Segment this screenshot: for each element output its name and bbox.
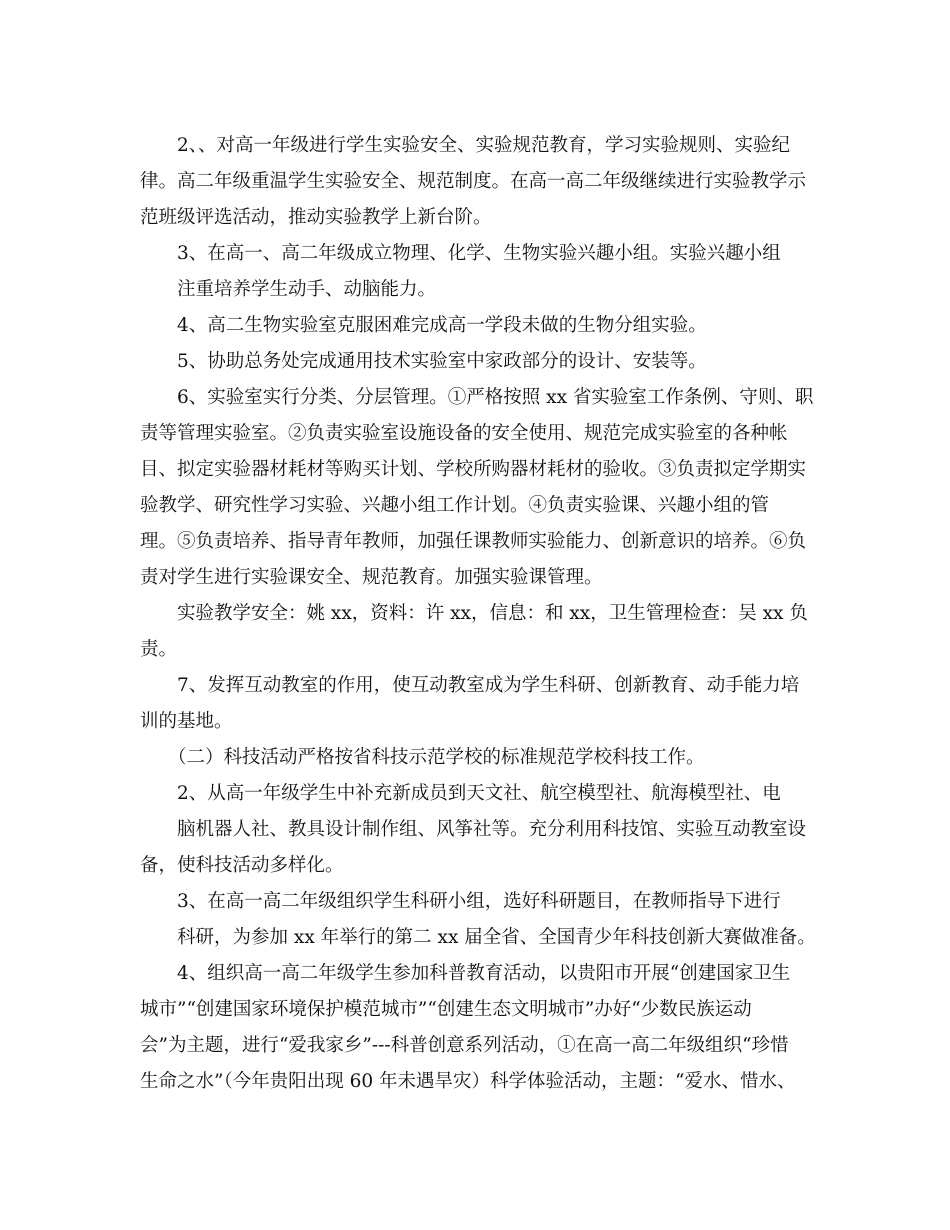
text-line: 6、实验室实行分类、分层管理。①严格按照 xx 省实验室工作条例、守则、职 <box>177 387 814 408</box>
text-line: 律。高二年级重温学生实验安全、规范制度。在高一高二年级继续进行实验教学示 <box>140 171 807 192</box>
text-line: 生命之水”（今年贵阳出现 60 年未遇旱灾）科学体验活动，主题：“爱水、惜水、 <box>140 1071 796 1092</box>
text-line: 科研，为参加 xx 年举行的第二 xx 届全省、全国青少年科技创新大赛做准备。 <box>177 927 816 948</box>
text-line: 脑机器人社、教具设计制作组、风筝社等。充分利用科技馆、实验互动教室设 <box>177 819 807 840</box>
text-line: 范班级评选活动，推动实验教学上新台阶。 <box>140 207 492 228</box>
text-line: 城市”“创建国家环境保护模范城市”“创建生态文明城市”办好“少数民族运动 <box>140 999 752 1020</box>
text-line: 3、在高一高二年级组织学生科研小组，选好科研题目，在教师指导下进行 <box>177 891 781 912</box>
text-line: 目、拟定实验器材耗材等购买计划、学校所购器材耗材的验收。③负责拟定学期实 <box>140 459 807 480</box>
text-line: 备，使科技活动多样化。 <box>140 855 344 876</box>
text-line: 3、在高一、高二年级成立物理、化学、生物实验兴趣小组。实验兴趣小组 <box>177 243 781 264</box>
text-line: 责。 <box>140 639 178 660</box>
text-line: 责对学生进行实验课安全、规范教育。加强实验课管理。 <box>140 567 603 588</box>
text-line: 实验教学安全：姚 xx，资料：许 xx，信息：和 xx，卫生管理检查：吴 xx 负 <box>177 603 808 624</box>
text-line: 2、从高一年级学生中补充新成员到天文社、航空模型社、航海模型社、电 <box>177 783 781 804</box>
text-line: 会”为主题，进行“爱我家乡”---科普创意系列活动，①在高一高二年级组织“珍惜 <box>140 1035 789 1056</box>
text-line: 责等管理实验室。②负责实验室设施设备的安全使用、规范完成实验室的各种帐 <box>140 423 788 444</box>
text-line: 验教学、研究性学习实验、兴趣小组工作计划。④负责实验课、兴趣小组的管 <box>140 495 770 516</box>
text-line: 2、、对高一年级进行学生实验安全、实验规范教育，学习实验规则、实验纪 <box>177 135 791 156</box>
section-heading: （二）科技活动严格按省科技示范学校的标准规范学校科技工作。 <box>168 747 705 768</box>
text-line: 4、高二生物实验室克服困难完成高一学段未做的生物分组实验。 <box>177 315 707 336</box>
text-line: 4、组织高一高二年级学生参加科普教育活动，以贵阳市开展“创建国家卫生 <box>177 963 791 984</box>
text-line: 注重培养学生动手、动脑能力。 <box>177 279 437 300</box>
text-line: 训的基地。 <box>140 711 233 732</box>
text-line: 7、发挥互动教室的作用，使互动教室成为学生科研、创新教育、动手能力培 <box>177 675 800 696</box>
text-line: 5、协助总务处完成通用技术实验室中家政部分的设计、安装等。 <box>177 351 707 372</box>
text-line: 理。⑤负责培养、指导青年教师，加强任课教师实验能力、创新意识的培养。⑥负 <box>140 531 807 552</box>
